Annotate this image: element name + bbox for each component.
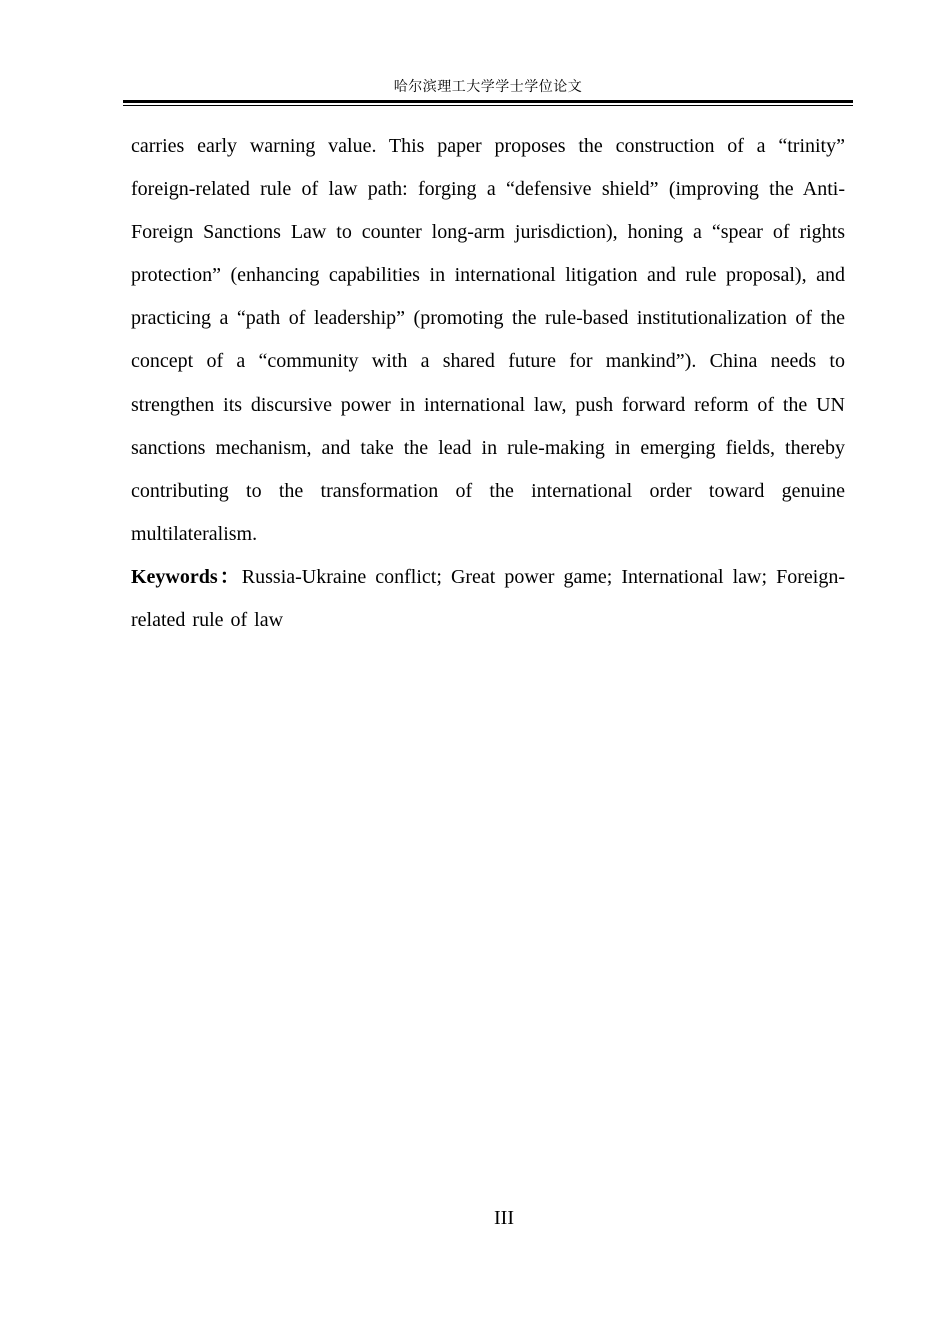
- abstract-paragraph: carries early warning value. This paper proposes the construction of a “trinity” foreign-related rule of law path: forging a “defensive shield” (improving the Anti-Foreign Sanctions Law to counter long-arm jurisdiction), honing a “spear of rights protection” (enhancing capabilities in international litigation and rule proposal), and practicing a “path of leadership” (promoting the rule-based institutionalization of the concept of a “community with a shared future for mankind”). China needs to strengthen its discursive power in international law, push forward reform of the UN sanctions mechanism, and take the lead in rule-making in emerging fields, thereby contributing to the transformation of the international order toward genuine multilateralism.: [131, 135, 845, 545]
- abstract-body: [131, 125, 845, 642]
- header-rule-thick: [123, 100, 853, 103]
- keywords-text: Russia-Ukraine conflict; Great power game; International law; Foreign-related rule of law: [131, 565, 845, 632]
- keywords-label: Keywords：: [131, 565, 242, 588]
- keywords-line: [131, 556, 845, 642]
- page-header-title: 哈尔滨理工大学学士学位论文: [393, 79, 583, 95]
- page-number: III: [494, 1207, 514, 1229]
- header-rule-thin: [123, 105, 853, 106]
